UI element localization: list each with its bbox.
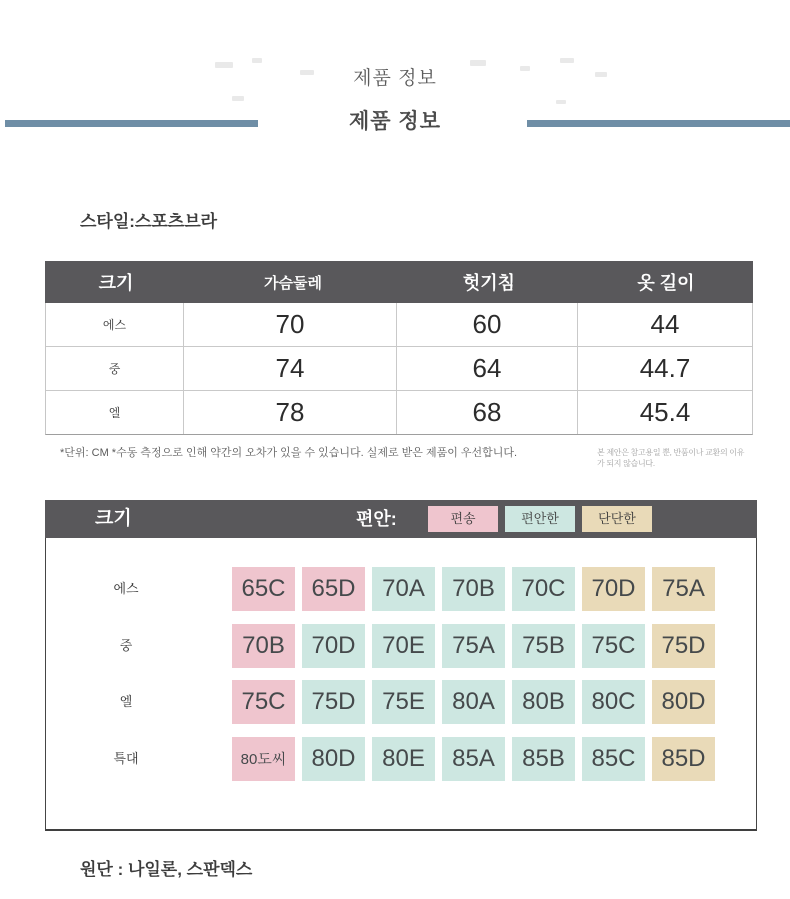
cup-size-chip: 70B [442, 567, 505, 611]
cup-table-row [46, 737, 756, 781]
size-label-cell: 엘 [46, 391, 184, 434]
divider-line-right [527, 120, 790, 127]
cup-size-chip: 65D [302, 567, 365, 611]
cup-size-chip: 80D [302, 737, 365, 781]
cup-row-chips [232, 680, 715, 724]
cup-row-size-label: 특대 [113, 750, 139, 766]
cup-size-chip: 80C [582, 680, 645, 724]
cup-row-size-label: 엘 [119, 694, 133, 709]
cup-size-chip: 80B [512, 680, 575, 724]
cup-size-chip: 75D [652, 624, 715, 668]
cup-size-chip: 70C [512, 567, 575, 611]
legend-chip-comfy: 편안한 [505, 506, 575, 532]
cup-size-chip: 75A [442, 624, 505, 668]
cup-size-chip: 70B [232, 624, 295, 668]
legend-chip-loose: 편송 [428, 506, 498, 532]
measurement-value-cell: 44.7 [639, 353, 691, 383]
page-title: 제품 정보 [349, 110, 441, 133]
cup-row-size-label: 중 [119, 637, 133, 653]
cup-size-chip: 70D [302, 624, 365, 668]
cup-size-chip: 85C [582, 737, 645, 781]
measurement-value-cell: 74 [184, 347, 397, 390]
measurement-value-cell: 64 [397, 347, 578, 390]
cup-size-chip: 80E [372, 737, 435, 781]
unit-note: *단위: CM *수동 측정으로 인해 약간의 오차가 있을 수 있습니다. 실제로 받은 제품이 우선합니다. [60, 447, 518, 459]
fabric-label: 원단 : 나일론, 스판덱스 [80, 860, 253, 879]
measurement-row [46, 391, 752, 434]
cup-table-body [45, 538, 757, 831]
measurement-header-cell: 크기 [98, 273, 134, 293]
cup-size-chip: 70E [372, 624, 435, 668]
measurement-value-cell: 44 [650, 309, 680, 339]
ghost-artifact [232, 96, 244, 101]
cup-row-size-label: 에스 [113, 581, 139, 596]
cup-size-table [45, 500, 757, 831]
disclaimer-note: 본 제안은 참고용일 뿐, 반품이나 교환의 이유가 되지 않습니다. [597, 448, 745, 468]
measurement-header-cell: 헛기침 [462, 273, 516, 293]
legend-chip-firm: 단단한 [582, 506, 652, 532]
cup-size-chip: 75B [512, 624, 575, 668]
size-label-cell: 중 [46, 347, 184, 390]
measurement-value-cell: 45.4 [639, 397, 691, 427]
cup-size-chip: 85D [652, 737, 715, 781]
cup-row-chips [232, 737, 715, 781]
cup-size-chip: 75C [232, 680, 295, 724]
measurement-value-cell: 78 [184, 391, 397, 434]
cup-size-chip: 65C [232, 567, 295, 611]
measurement-header-cell: 옷 길이 [637, 273, 695, 293]
cup-size-chip: 75D [302, 680, 365, 724]
measurement-value-cell: 68 [397, 391, 578, 434]
page-title-ghost: 제품 정보 [353, 68, 437, 89]
cup-size-chip: 85A [442, 737, 505, 781]
measurement-value-cell: 70 [184, 303, 397, 346]
measurement-header-cell: 가슴둘레 [264, 274, 322, 292]
cup-size-chip: 80A [442, 680, 505, 724]
measurement-value-cell: 60 [397, 303, 578, 346]
cup-size-chip: 80D [652, 680, 715, 724]
cup-table-comfort-label: 편안: [356, 509, 397, 529]
cup-size-chip: 75E [372, 680, 435, 724]
cup-size-chip: 75C [582, 624, 645, 668]
cup-table-size-header: 크기 [95, 508, 132, 529]
cup-size-chip: 80도씨 [232, 737, 295, 781]
cup-table-row [46, 567, 756, 611]
measurement-table [45, 261, 753, 435]
cup-size-chip: 75A [652, 567, 715, 611]
size-label-cell: 에스 [46, 303, 184, 346]
measurement-row [46, 347, 752, 391]
cup-table-row [46, 680, 756, 724]
comfort-legend [428, 506, 652, 532]
cup-table-row [46, 624, 756, 668]
cup-table-header [45, 500, 757, 538]
cup-row-chips [232, 624, 715, 668]
cup-row-chips [232, 567, 715, 611]
cup-size-chip: 85B [512, 737, 575, 781]
measurement-row [46, 303, 752, 347]
measurement-table-body [45, 303, 753, 435]
cup-size-chip: 70D [582, 567, 645, 611]
measurement-table-header [45, 261, 753, 303]
style-label: 스타일:스포츠브라 [80, 212, 218, 231]
ghost-artifact [556, 100, 566, 104]
cup-size-chip: 70A [372, 567, 435, 611]
